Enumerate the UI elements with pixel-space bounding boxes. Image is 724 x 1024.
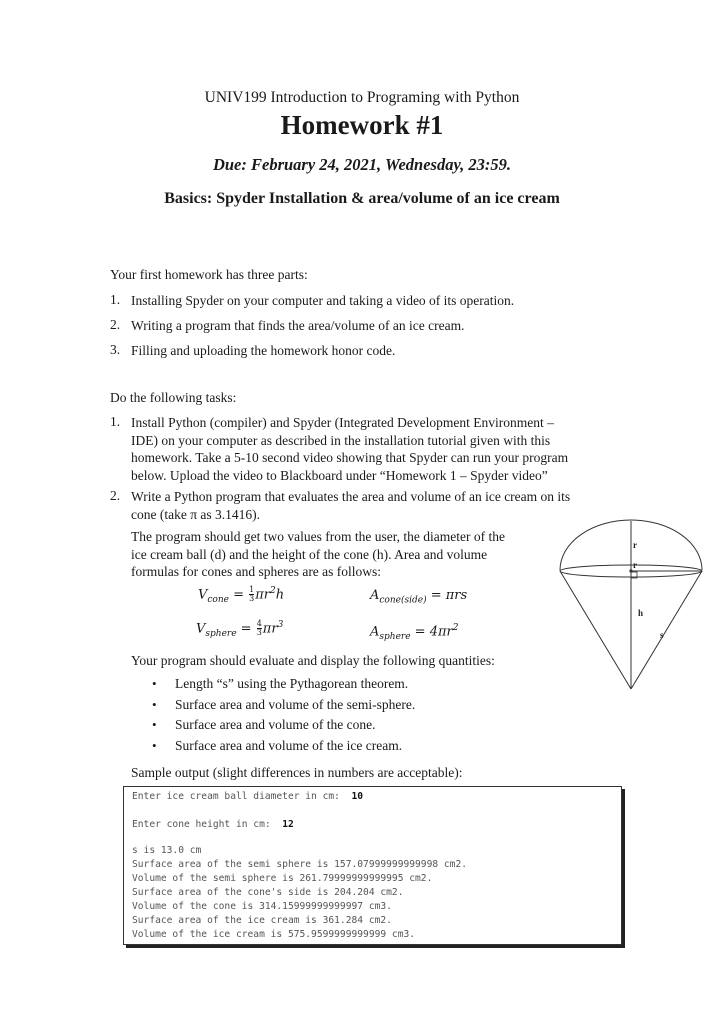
- formula-symbol: A: [370, 624, 380, 640]
- formula-subscript: cone: [207, 594, 229, 605]
- task-2-line: cone (take π as 3.1416).: [131, 506, 261, 522]
- paragraph-line: ice cream ball (d) and the height of the cone (h). Area and volume: [131, 546, 488, 562]
- formula-v-sphere: [196, 620, 283, 639]
- task-2-number: 2.: [110, 488, 121, 503]
- cone-right-edge: [631, 571, 702, 689]
- console-output-line: Volume of the ice cream is 575.9599999999999 cm3.: [132, 929, 416, 940]
- list-item: Length “s” using the Pythagorean theorem.: [175, 676, 409, 691]
- fraction: [249, 586, 254, 603]
- fraction-numerator: 4: [256, 619, 262, 629]
- formula-subscript: sphere: [205, 628, 237, 639]
- quantities-lead: Your program should evaluate and display the following quantities:: [131, 653, 495, 668]
- task-1-line: homework. Take a 5-10 second video showing that Spyder can run your program: [131, 450, 569, 465]
- sample-lead: Sample output (slight differences in numbers are acceptable):: [131, 765, 463, 780]
- formula-equals: =: [426, 588, 446, 603]
- label-s: s: [660, 630, 664, 640]
- formula-term: πr: [255, 587, 271, 603]
- subtitle: Basics: Spyder Installation & area/volume of an ice cream: [164, 190, 560, 207]
- label-r-mid: r: [633, 560, 637, 570]
- list-number: 1.: [110, 292, 121, 307]
- formula-equals: =: [410, 624, 430, 640]
- console-output-line: s is 13.0 cm: [132, 845, 202, 856]
- fraction-numerator: 1: [249, 585, 255, 595]
- fraction-denominator: 3: [249, 594, 255, 604]
- formula-equals: =: [228, 587, 249, 603]
- formula-subscript: cone(side): [379, 595, 427, 606]
- console-input: 10: [351, 791, 364, 802]
- list-number: 3.: [110, 342, 121, 357]
- formula-exponent: 2: [452, 623, 459, 633]
- formula-a-sphere: [370, 623, 458, 642]
- formula-term: πr: [262, 621, 278, 637]
- bullet-icon: •: [152, 676, 157, 691]
- list-item: Surface area and volume of the ice cream.: [175, 738, 403, 753]
- bullet-icon: •: [152, 697, 157, 712]
- console-input: 12: [282, 819, 294, 830]
- console-prompt: Enter ice cream ball diameter in cm:: [132, 791, 352, 802]
- console-prompt: Enter cone height in cm:: [132, 819, 283, 830]
- cone-left-edge: [560, 571, 631, 689]
- label-r-top: r: [633, 540, 637, 550]
- formula-exponent: 2: [270, 586, 276, 596]
- console-output-line: Surface area of the semi sphere is 157.07999999999998 cm2.: [132, 859, 468, 870]
- tasks-lead: Do the following tasks:: [110, 390, 237, 405]
- fraction-denominator: 3: [256, 628, 262, 638]
- formula-exponent: 3: [277, 620, 284, 630]
- task-1-number: 1.: [110, 414, 121, 429]
- formula-equals: =: [236, 621, 256, 637]
- paragraph-line: formulas for cones and spheres are as follows:: [131, 564, 382, 579]
- task-1-line: Install Python (compiler) and Spyder (Integrated Development Environment –: [131, 415, 554, 430]
- course-name: UNIV199 Introduction to Programing with Python: [204, 89, 520, 106]
- console-line: [132, 791, 363, 802]
- list-item: Writing a program that finds the area/volume of an ice cream.: [131, 318, 465, 333]
- formula-symbol: V: [198, 587, 208, 603]
- task-1-line: IDE) on your computer as described in the installation tutorial given with this: [131, 432, 551, 448]
- console-line: [132, 819, 294, 830]
- console-output-line: Surface area of the ice cream is 361.284 cm2.: [132, 915, 392, 926]
- paragraph-line: The program should get two values from the user, the diameter of the: [131, 529, 505, 544]
- bullet-icon: •: [152, 738, 157, 753]
- intro-lead: Your first homework has three parts:: [110, 267, 308, 282]
- task-2-text: [131, 488, 621, 523]
- formula-symbol: A: [370, 588, 380, 603]
- list-item: Surface area and volume of the cone.: [175, 717, 376, 732]
- ice-cream-diagram: [552, 515, 717, 695]
- formula-term: πrs: [445, 588, 468, 603]
- list-item: Surface area and volume of the semi-sphere.: [175, 697, 416, 712]
- page-title: Homework #1: [280, 110, 444, 140]
- task-2-line: Write a Python program that evaluates the area and volume of an ice cream on its: [131, 489, 571, 504]
- list-item: Installing Spyder on your computer and taking a video of its operation.: [131, 293, 515, 308]
- formula-v-cone: [198, 586, 284, 605]
- fraction: [257, 620, 262, 637]
- list-number: 2.: [110, 317, 121, 332]
- due-date: Due: February 24, 2021, Wednesday, 23:59.: [212, 155, 512, 174]
- console-output-box: [123, 786, 622, 945]
- console-output-line: Volume of the semi sphere is 261.79999999999995 cm2.: [132, 873, 433, 884]
- formula-term: h: [275, 587, 285, 603]
- bullet-icon: •: [152, 717, 157, 732]
- formula-term: 4πr: [429, 624, 453, 640]
- label-h: h: [638, 608, 644, 618]
- task-1-line: below. Upload the video to Blackboard under “Homework 1 – Spyder video”: [131, 467, 548, 483]
- console-output-line: Volume of the cone is 314.15999999999997 cm3.: [132, 901, 392, 912]
- formula-subscript: sphere: [379, 631, 411, 642]
- task-1-text: [131, 414, 616, 484]
- formula-symbol: V: [196, 621, 206, 637]
- list-item: Filling and uploading the homework honor code.: [131, 343, 396, 358]
- formula-a-cone: [370, 588, 467, 606]
- task-2-paragraph: [131, 528, 561, 581]
- console-output-line: Surface area of the cone's side is 204.204 cm2.: [132, 887, 404, 898]
